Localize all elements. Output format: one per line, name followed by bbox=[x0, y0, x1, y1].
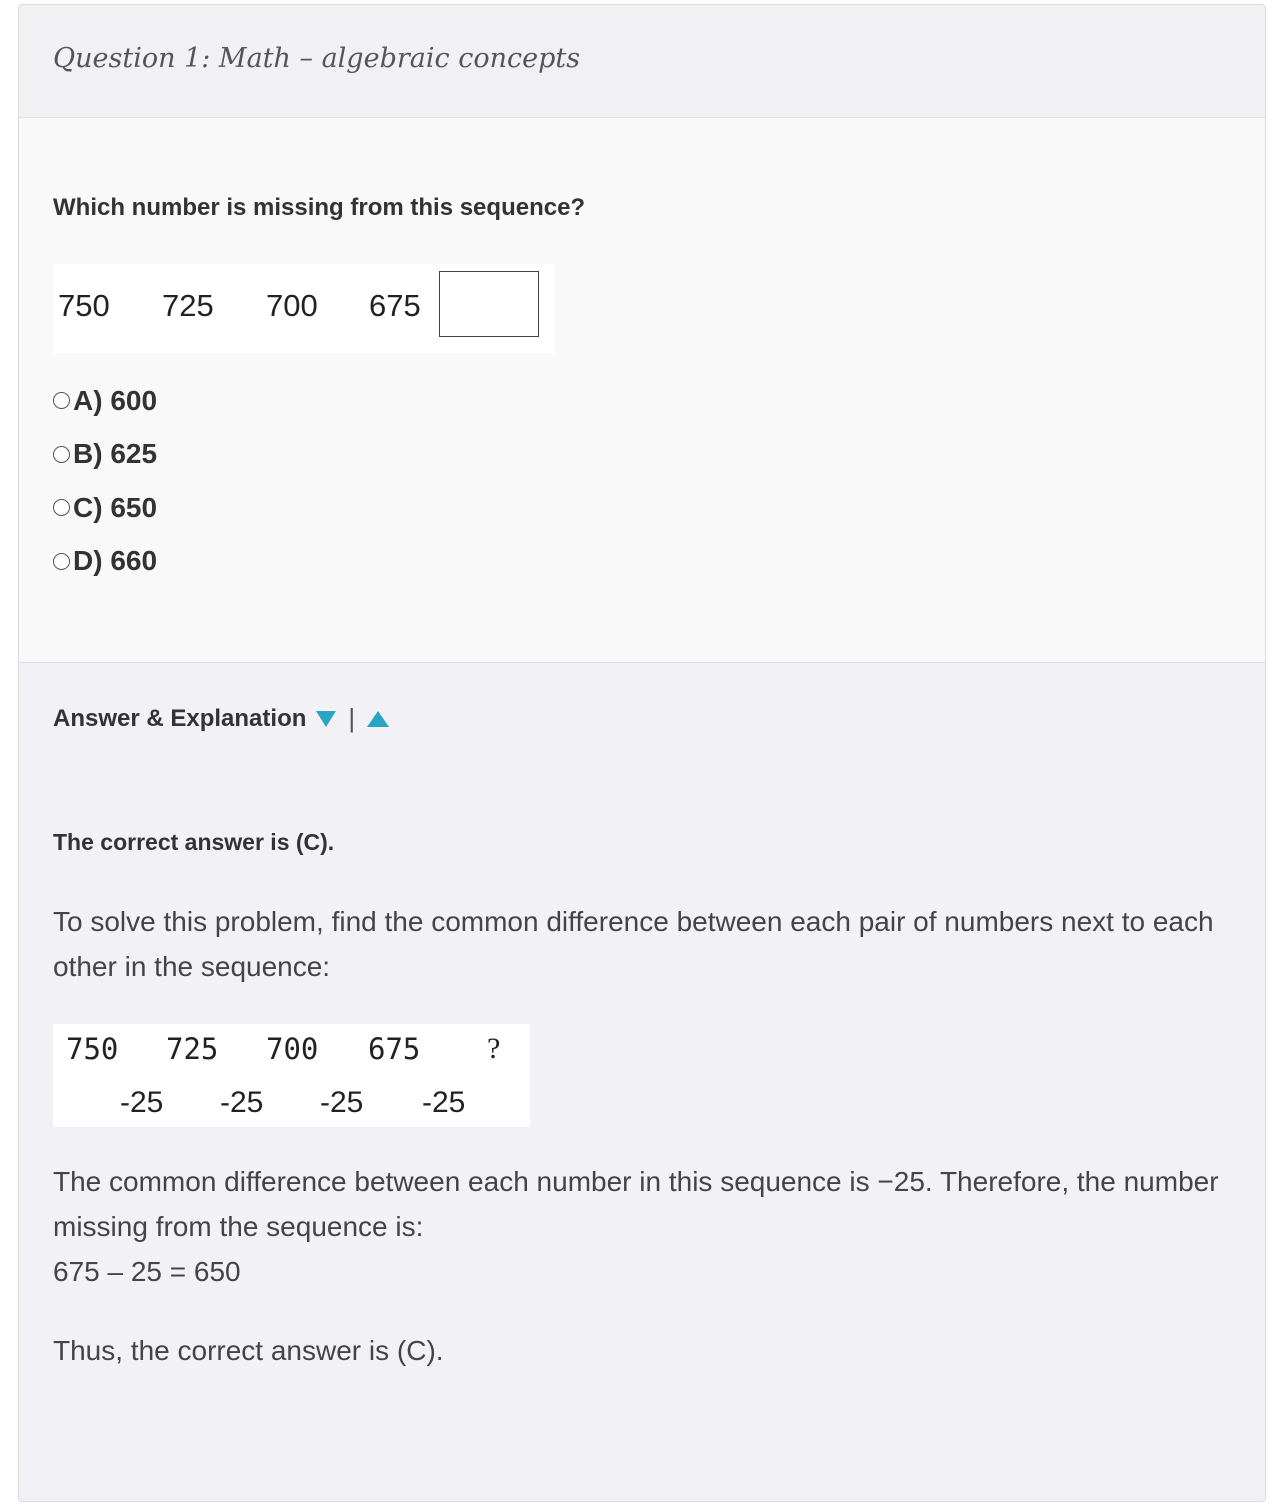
expand-triangle-icon[interactable] bbox=[316, 711, 336, 727]
answer-options bbox=[53, 374, 157, 588]
diagram-number: 675 bbox=[368, 1032, 421, 1066]
diagram-unknown: ? bbox=[487, 1032, 501, 1065]
diagram-difference: -25 bbox=[120, 1086, 164, 1119]
missing-number-box bbox=[439, 271, 539, 337]
difference-diagram bbox=[53, 1024, 530, 1127]
radio-button[interactable] bbox=[53, 392, 70, 409]
radio-button[interactable] bbox=[53, 446, 70, 463]
diagram-difference: -25 bbox=[422, 1086, 466, 1119]
question-prompt: Which number is missing from this sequence? bbox=[53, 194, 586, 221]
toggle-separator: | bbox=[348, 703, 356, 733]
option-c[interactable] bbox=[53, 481, 157, 535]
diagram-number: 700 bbox=[266, 1032, 319, 1066]
question-card bbox=[18, 4, 1266, 1502]
explanation-intro: To solve this problem, find the common difference between each pair of numbers next to each other in the sequence: bbox=[53, 906, 1214, 982]
option-b[interactable] bbox=[53, 428, 157, 482]
diagram-number: 725 bbox=[166, 1032, 219, 1066]
diagram-number: 750 bbox=[66, 1032, 119, 1066]
sequence-number: 700 bbox=[266, 288, 318, 323]
radio-button[interactable] bbox=[53, 553, 70, 570]
question-title: Question 1: Math – algebraic concepts bbox=[53, 42, 581, 74]
explanation-equation: 675 – 25 = 650 bbox=[53, 1256, 241, 1287]
radio-button[interactable] bbox=[53, 499, 70, 516]
option-label: C) 650 bbox=[73, 491, 158, 523]
sequence-number: 725 bbox=[162, 288, 214, 323]
answer-toggle bbox=[53, 703, 389, 734]
question-header bbox=[19, 5, 1265, 118]
option-label: D) 660 bbox=[73, 545, 158, 577]
answer-section bbox=[19, 663, 1265, 1502]
explanation-body bbox=[53, 1159, 1233, 1294]
sequence-image bbox=[53, 264, 555, 353]
option-label: A) 600 bbox=[73, 384, 158, 416]
answer-toggle-label[interactable]: Answer & Explanation bbox=[53, 704, 307, 732]
diagram-difference: -25 bbox=[220, 1086, 264, 1119]
question-body bbox=[19, 118, 1265, 663]
sequence-number: 675 bbox=[369, 288, 421, 323]
option-a[interactable] bbox=[53, 374, 157, 428]
collapse-triangle-icon[interactable] bbox=[367, 711, 389, 727]
diagram-difference: -25 bbox=[320, 1086, 364, 1119]
option-d[interactable] bbox=[53, 535, 157, 589]
option-label: B) 625 bbox=[73, 438, 158, 470]
explanation-conclusion: Thus, the correct answer is (C). bbox=[53, 1335, 444, 1366]
sequence-number: 750 bbox=[58, 288, 110, 323]
correct-answer-label: The correct answer is (C). bbox=[53, 829, 335, 855]
explanation-text: The common difference between each number in this sequence is −25. Therefore, the number missing from the sequence is: bbox=[53, 1166, 1219, 1242]
